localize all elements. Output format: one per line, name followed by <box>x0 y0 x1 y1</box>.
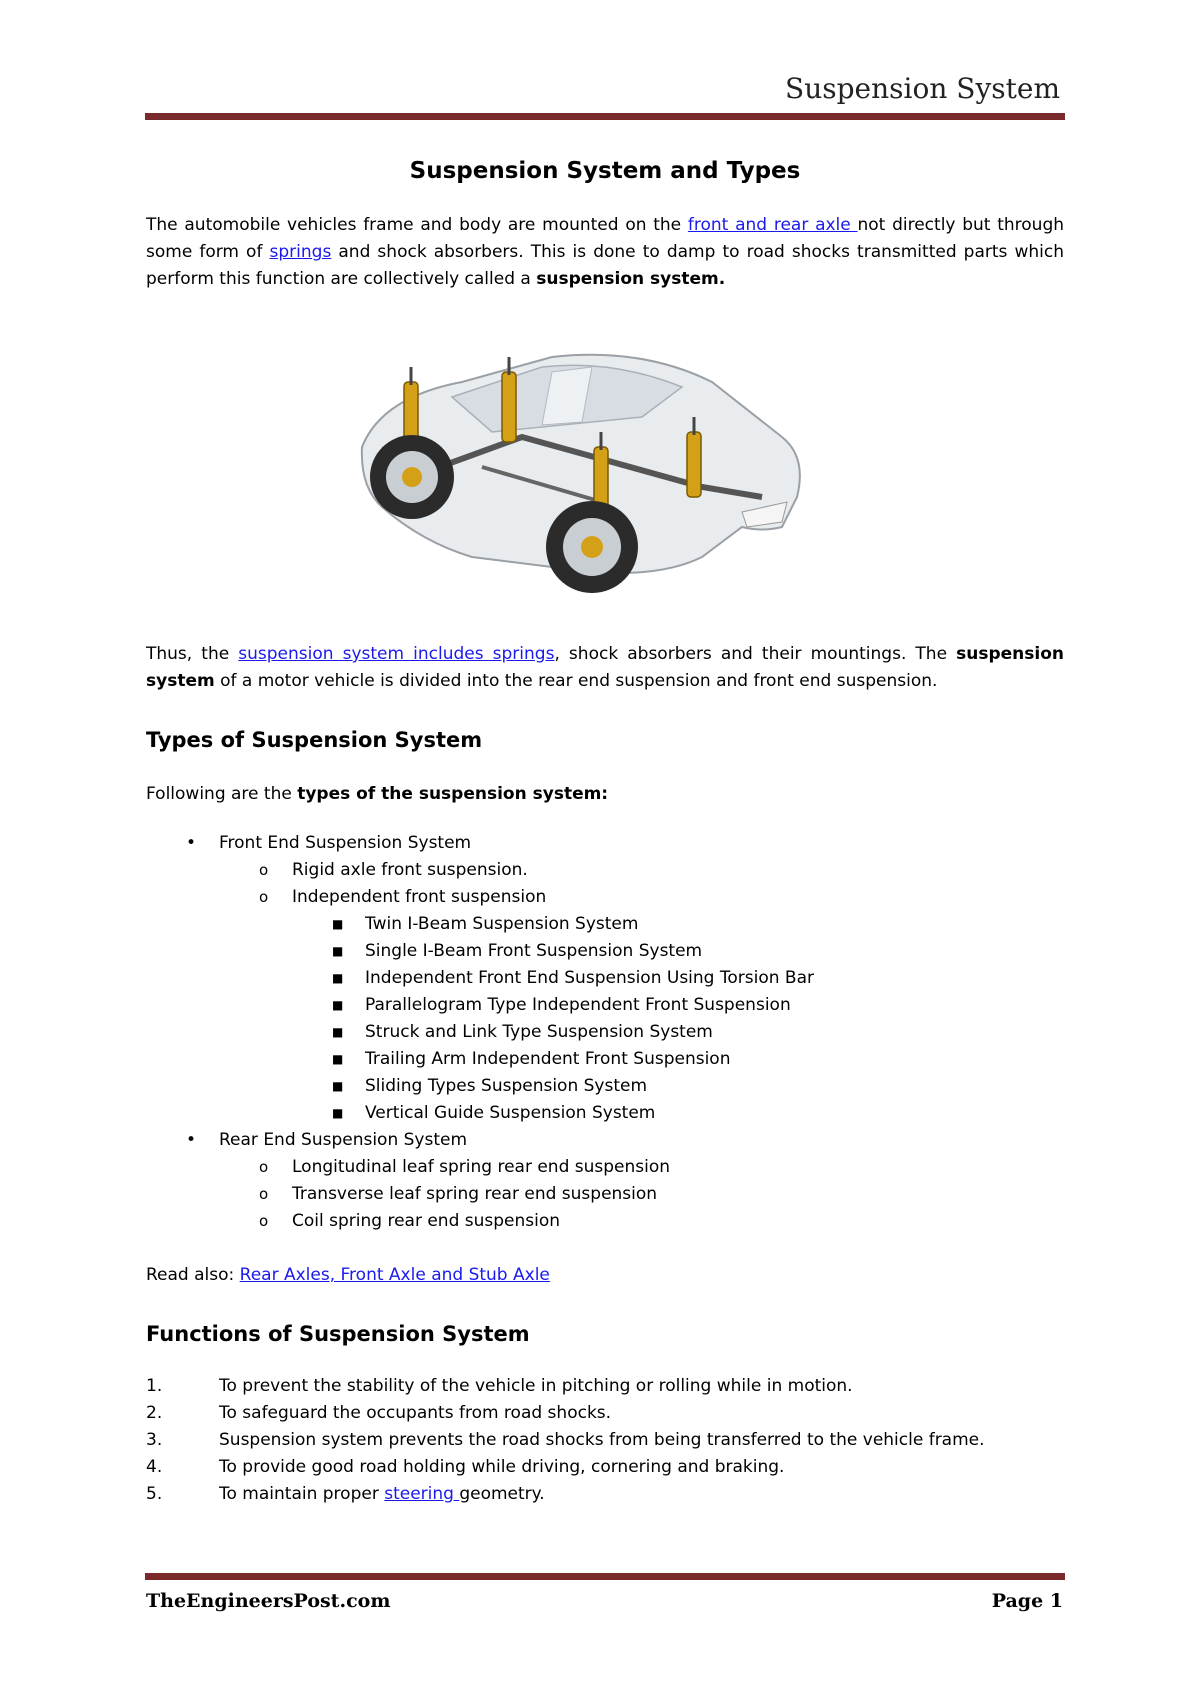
circle-bullet-icon: o <box>259 861 269 879</box>
list-item <box>146 1127 1064 1235</box>
list-item <box>146 1373 1064 1400</box>
car-illustration <box>342 327 812 607</box>
list-item <box>292 1073 1064 1100</box>
list-item-text: To provide good road holding while driving, cornering and braking. <box>219 1457 785 1477</box>
header-rule <box>145 113 1065 120</box>
page-title: Suspension System and Types <box>409 158 801 184</box>
footer-page-number: Page 1 <box>991 1590 1063 1612</box>
item-number: 5. <box>146 1484 163 1504</box>
item-number: 3. <box>146 1430 163 1450</box>
circle-bullet-icon: o <box>259 888 269 906</box>
list-item-text: Sliding Types Suspension System <box>365 1076 648 1096</box>
list-item-text: Vertical Guide Suspension System <box>365 1103 656 1123</box>
intro-paragraph <box>146 212 1064 293</box>
circle-bullet-icon: o <box>259 1158 269 1176</box>
list-item-text: Transverse leaf spring rear end suspension <box>292 1184 658 1204</box>
types-list <box>146 830 1064 1235</box>
intro-bold-term: suspension system <box>536 269 719 289</box>
square-bullet-icon: ■ <box>332 1079 344 1093</box>
list-item <box>219 1208 1064 1235</box>
square-bullet-icon: ■ <box>332 917 344 931</box>
footer-rule <box>145 1573 1065 1580</box>
list-item-text: Parallelogram Type Independent Front Suspension <box>365 995 791 1015</box>
front-end-sublist <box>219 857 1064 1127</box>
list-item <box>292 911 1064 938</box>
list-item-text: Coil spring rear end suspension <box>292 1211 561 1231</box>
item-number: 1. <box>146 1376 163 1396</box>
circle-bullet-icon: o <box>259 1185 269 1203</box>
para2-text-1: Thus, the <box>146 644 239 664</box>
para2-text-3: of a motor vehicle is divided into the rear end suspension and front end suspension. <box>214 671 938 691</box>
square-bullet-icon: ■ <box>332 1025 344 1039</box>
list-item <box>292 1100 1064 1127</box>
list-item <box>219 1154 1064 1181</box>
square-bullet-icon: ■ <box>332 971 344 985</box>
list-item <box>146 830 1064 1127</box>
intro-text-2: not directly but through some form of <box>146 215 1065 262</box>
list-item <box>219 1181 1064 1208</box>
steering-link[interactable]: steering <box>384 1484 460 1504</box>
front-end-label: Front End Suspension System <box>219 833 472 853</box>
list-item-text: Independent Front End Suspension Using Torsion Bar <box>365 968 814 988</box>
list-item <box>292 1046 1064 1073</box>
list-item <box>292 965 1064 992</box>
list-item <box>292 938 1064 965</box>
intro-text-3: and shock absorbers. This is done to damp to road shocks transmitted parts which perform this function are collectively called a <box>146 242 1064 289</box>
circle-bullet-icon: o <box>259 1212 269 1230</box>
rear-end-label: Rear End Suspension System <box>219 1130 468 1150</box>
para2-bold-term: suspension system <box>146 644 1064 691</box>
header-title: Suspension System <box>785 72 1060 105</box>
rigid-axle-label: Rigid axle front suspension. <box>292 860 528 880</box>
list-item <box>146 1427 1064 1454</box>
main-content <box>146 150 1064 1508</box>
read-also-label: Read also: <box>146 1265 240 1285</box>
types-intro-bold: types of the suspension system: <box>297 784 609 804</box>
car-suspension-figure <box>342 327 812 607</box>
suspension-summary-paragraph <box>146 641 1064 695</box>
list-item-text: Suspension system prevents the road shocks from being transferred to the vehicle frame. <box>219 1430 985 1450</box>
independent-front-label: Independent front suspension <box>292 887 547 907</box>
list-item <box>292 1019 1064 1046</box>
list-item-text: To maintain proper <box>219 1484 385 1504</box>
read-also-link[interactable]: Rear Axles, Front Axle and Stub Axle <box>239 1265 550 1285</box>
suspension-springs-link[interactable]: suspension system includes springs <box>238 644 555 664</box>
list-item-text: Trailing Arm Independent Front Suspension <box>365 1049 731 1069</box>
types-intro-text: Following are the <box>146 784 298 804</box>
list-item-text: To prevent the stability of the vehicle in pitching or rolling while in motion. <box>219 1376 853 1396</box>
list-item-text: Longitudinal leaf spring rear end suspension <box>292 1157 671 1177</box>
bullet-icon: • <box>186 1130 197 1150</box>
list-item-text: geometry. <box>459 1484 545 1504</box>
list-item-text: To safeguard the occupants from road shocks. <box>219 1403 612 1423</box>
list-item <box>219 857 1064 884</box>
springs-link[interactable]: springs <box>269 242 332 262</box>
list-item <box>146 1400 1064 1427</box>
square-bullet-icon: ■ <box>332 1106 344 1120</box>
rear-end-sublist <box>219 1154 1064 1235</box>
item-number: 4. <box>146 1457 163 1477</box>
front-rear-axle-link[interactable]: front and rear axle <box>687 215 858 235</box>
item-number: 2. <box>146 1403 163 1423</box>
functions-list <box>146 1373 1064 1508</box>
functions-heading: Functions of Suspension System <box>146 1322 530 1346</box>
square-bullet-icon: ■ <box>332 944 344 958</box>
list-item-text: Twin I-Beam Suspension System <box>365 914 639 934</box>
read-also <box>146 1262 1064 1289</box>
list-item <box>219 884 1064 1127</box>
independent-sublist <box>292 911 1064 1127</box>
square-bullet-icon: ■ <box>332 1052 344 1066</box>
square-bullet-icon: ■ <box>332 998 344 1012</box>
list-item <box>292 992 1064 1019</box>
intro-text-1: The automobile vehicles frame and body are mounted on the <box>146 215 688 235</box>
list-item-text: Single I-Beam Front Suspension System <box>365 941 703 961</box>
footer-site: TheEngineersPost.com <box>146 1590 391 1612</box>
list-item-text: Struck and Link Type Suspension System <box>365 1022 713 1042</box>
intro-text-4: . <box>718 269 726 289</box>
types-heading: Types of Suspension System <box>146 728 483 752</box>
types-intro <box>146 781 1064 808</box>
list-item <box>146 1481 1064 1508</box>
para2-text-2: , shock absorbers and their mountings. The <box>554 644 957 664</box>
list-item <box>146 1454 1064 1481</box>
bullet-icon: • <box>186 833 197 853</box>
